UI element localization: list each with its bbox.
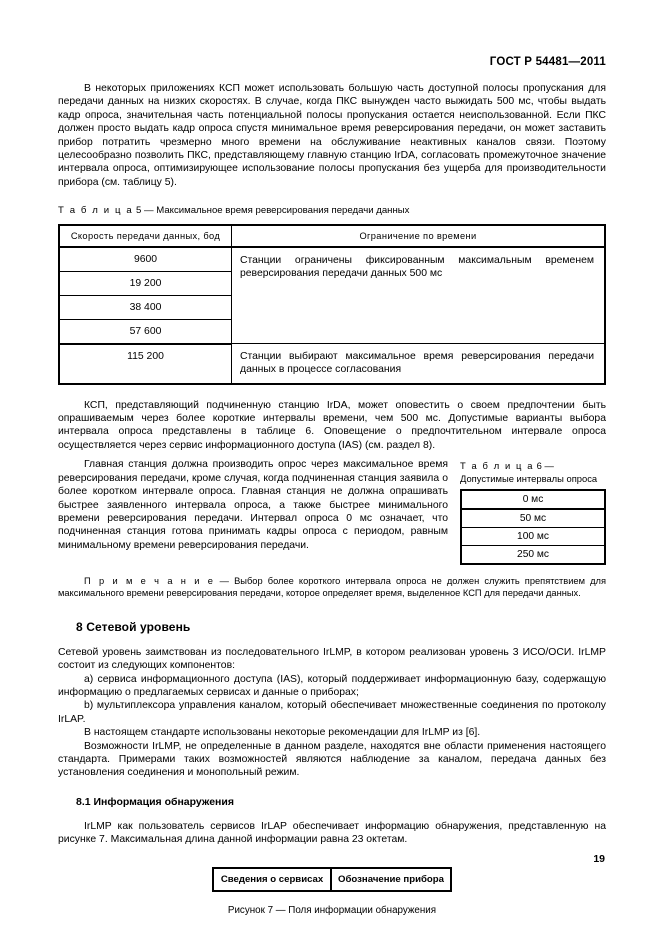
figure7-cell-device-nickname: Обозначение прибора [331,868,451,891]
table5-header-limit: Ограничение по времени [232,225,606,247]
table5-cell-limit: Станции ограничены фиксированным максимальным временем реверсирования передачи данных 500 мс [232,247,606,344]
table6-cell-interval: 250 мс [461,546,605,565]
table6-cell-interval: 0 мс [461,490,605,509]
table5-caption-number: 5 [135,205,142,217]
note-label: П р и м е ч а н и е [84,576,215,587]
note-dash: — [219,576,229,587]
table6-cell-interval: 50 мс [461,509,605,528]
figure7-fields-diagram [212,867,452,892]
page-number: 19 [593,853,605,865]
table5-caption-label: Т а б л и ц а [58,205,134,217]
table-row [213,868,451,891]
table6-caption-number: 6 [536,460,542,472]
table-row [59,247,605,272]
table5-cell-speed: 115 200 [59,344,232,384]
section-8-1-heading: 8.1 Информация обнаружения [76,795,234,808]
document-header [58,56,606,68]
table5-cell-speed: 38 400 [59,295,232,319]
figure7-caption: Рисунок 7 — Поля информации обнаружения [227,904,437,916]
figure-7 [58,867,606,916]
table6-block [460,460,606,565]
table5-cell-speed: 9600 [59,247,232,272]
paragraph-4: Сетевой уровень заимствован из последовательного IrLMP, в котором реализован уровень 3 ИСО/ОСИ. IrLMP состоит из следующих компонентов: [58,646,606,672]
table5-caption-title: Максимальное время реверсирования передачи данных [156,205,410,217]
table6-cell-interval: 100 мс [461,528,605,546]
paragraph3-with-table6 [58,458,606,565]
section-8-heading: 8 Сетевой уровень [76,619,191,634]
paragraph-3: Главная станция должна производить опрос через максимальное время реверсирования передачи, кроме случая, когда подчиненная станция заявила о более коротком интервале опроса. Главная станция не должна опрашивать быстрее заявленного интервала опроса, а также быстрее минимального времени реверсирования передачи. Интервал опроса 0 мс означает, что подчиненная станция готова принимать кадры опроса с периодом, равным минимальному времени реверсирования передачи. [58,459,448,551]
table5-cell-limit: Станции выбирают максимальное время реверсирования передачи данных в процессе согласования [232,344,606,384]
table6-caption-title: Допустимые интервалы опроса [460,472,598,484]
paragraph-5: a) сервиса информационного доступа (IAS), который поддерживает информационную базу, содержащую информацию о предлагаемых сервисах и данные о приборах; [58,673,606,698]
table5-cell-speed: 57 600 [59,319,232,344]
paragraph-7: В настоящем стандарте использованы некоторые рекомендации для IrLMP из [6]. [84,727,481,739]
paragraph-1: В некоторых приложениях КСП может использовать большую часть доступной полосы пропускания для передачи данных на низких скоростях. В случае, когда ПКС вынужден часто выжидать 500 мс, чтобы выдать кадр опроса, значительная часть потенциальной полосы пропускания остается неиспользованной. Если ПКС должен просто выдать кадр опроса спустя минимальное время реверсирования передачи, он может заставить прибор потратить чрезмерно много времени на обслуживание неактивных каналов связи. Поэтому целесообразно позволить ПКС, представляющему главную станцию IrDA, согласовать промежуточное значение интервала опроса, оптимизирующее использование полосы пропускания без ущерба для производительности прибора (см. таблицу 5). [58,83,606,188]
table6-caption-label: Т а б л и ц а [460,460,535,472]
page-content [58,56,606,916]
note-block [58,575,606,600]
table-row [461,546,605,565]
table-row [461,528,605,546]
table-row [461,490,605,509]
table5-caption [58,205,606,218]
table5-header-row [59,225,605,247]
paragraph-9: IrLMP как пользователь сервисов IrLAP обеспечивает информацию обнаружения, представленную на рисунке 7. Максимальная длина данной информации равна 23 октетам. [58,820,606,846]
standard-identifier: ГОСТ Р 54481—2011 [489,56,606,68]
table6-caption-dash: — [544,460,554,472]
table-allowed-poll-intervals [460,489,606,565]
table6-caption [460,460,606,485]
paragraph-6: b) мультиплексора управления каналом, который обеспечивает множественные соединения по протоколу IrLAP. [58,700,606,725]
table5-cell-speed: 19 200 [59,271,232,295]
paragraph-2: КСП, представляющий подчиненную станцию IrDA, может оповестить о своем предпочтении быть опрашиваемым через более короткие интервалы времени, чем 500 мс. Допустимые варианты выбора интервала опроса представлены в таблице 6. Оповещение о предпочтительном интервале опроса осуществляется через сервис информационного доступа (IAS) (см. раздел 8). [58,399,606,451]
paragraph-8: Возможности IrLMP, не определенные в данном разделе, находятся вне области применения настоящего стандарта. Примерами таких возможностей являются наблюдение за каналом, передача данных без установления соединения и монопольный режим. [58,740,606,779]
table-row [461,509,605,528]
table5-header-speed: Скорость передачи данных, бод [59,225,232,247]
figure7-cell-service-hints: Сведения о сервисах [213,868,331,891]
note-text: Выбор более короткого интервала опроса не должен служить препятствием для максимального времени реверсирования передачи, которое определяет время, выделенное КСП для передачи данных. [58,576,606,599]
table5-caption-dash: — [143,205,154,217]
table-row [59,344,605,384]
table-max-turnaround-time [58,224,606,385]
